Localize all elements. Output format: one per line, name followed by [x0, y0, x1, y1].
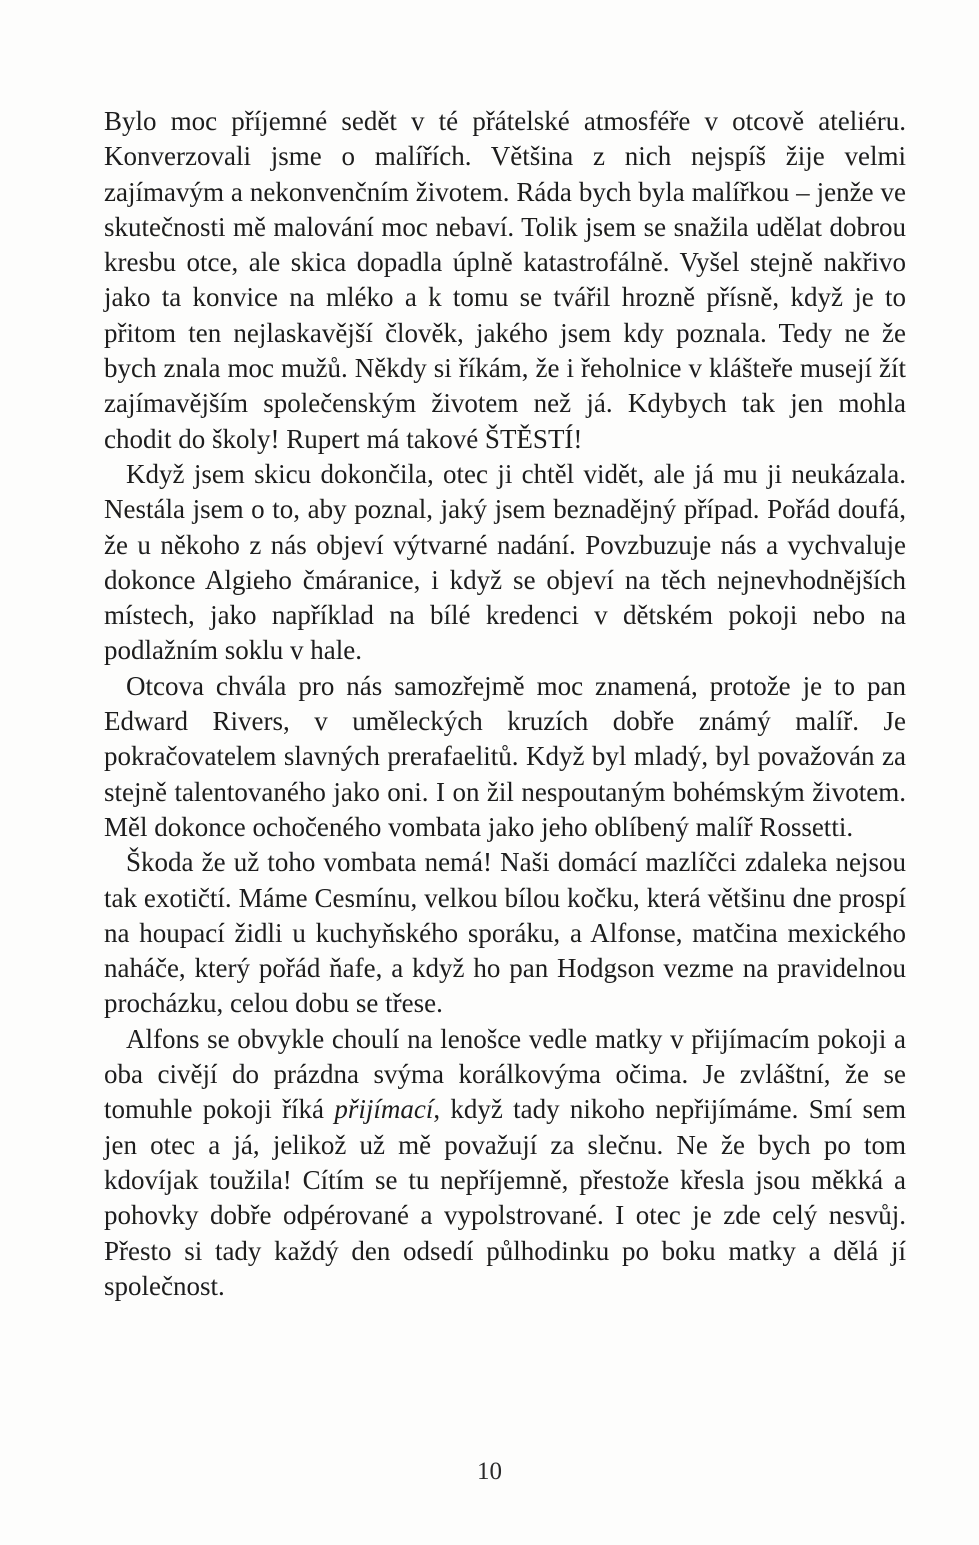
body-text: [104, 104, 906, 1304]
paragraph-5-end: , když tady nikoho nepřijímáme. Smí sem jen otec a já, jelikož už mě považují za slečnu. Ne že bych po tom kdovíjak toužila! Cítím se tu nepříjemně, přestože křesla jsou měkká a pohovky dobře odpérované a vypolstrované. I otec je zde celý nesvůj. Přesto si tady každý den odsedí půlhodinku po boku matky a dělá jí společnost.: [104, 1094, 907, 1301]
paragraph-4: Škoda že už toho vombata nemá! Naši domácí mazlíčci zdaleka nejsou tak exotičtí. Máme Cesmínu, velkou bílou kočku, která většinu dne prospí na houpací židli u kuchyňského sporáku, a Alfonse, matčina mexického naháče, který pořád ňafe, a když ho pan Hodgson vezme na pravidelnou procházku, celou dobu se třese.: [104, 847, 906, 1019]
paragraph-2: Když jsem skicu dokončila, otec ji chtěl vidět, ale já mu ji neukázala. Nestála jsem o to, aby poznal, jaký jsem beznadějný případ. Pořád doufá, že u někoho z nás objeví výtvarné nadání. Povzbuzuje nás a vychvaluje dokonce Algieho čmáranice, i když se objeví na těch nejnevhodnějších místech, jako například na bílé kredenci v dětském pokoji nebo na podlažním soklu v hale.: [104, 458, 906, 666]
page-number: 10: [477, 1458, 502, 1485]
paragraph-3: Otcova chvála pro nás samozřejmě moc znamená, protože je to pan Edward Rivers, v uměleckých kruzích dobře známý malíř. Je pokračovatelem slavných prerafaelitů. Když byl mladý, byl považován za stejně talentovaného jako oni. I on žil nespoutaným bohémským životem. Měl dokonce ochočeného vombata jako jeho oblíbený malíř Rossetti.: [104, 670, 906, 842]
paragraph-1: Bylo moc příjemné sedět v té přátelské atmosféře v otcově ateliéru. Konverzovali jsme o malířích. Většina z nich nejspíš žije velmi zajímavým a nekonvenčním životem. Ráda bych byla malířkou – jenže ve skutečnosti mě malování moc nebaví. Tolik jsem se snažila udělat dobrou kresbu otce, ale skica dopadla úplně katastrofálně. Vyšel stejně nakřivo jako ta konvice na mléko a k tomu se tvářil hrozně přísně, když je to přitom ten nejlaskavější člověk, jakého jsem kdy poznala. Tedy ne že bych znala moc mužů. Někdy si říkám, že i řeholnice v klášteře musejí žít zajímavějším společenským životem než já. Kdybych tak jen mohla chodit do školy! Rupert má takové ŠTĚSTÍ!: [104, 106, 906, 454]
italic-word: přijímací: [334, 1094, 434, 1125]
paragraph-5-start: Alfons se obvykle choulí na lenošce vedle matky v přijímacím pokoji a oba civějí do prázdna svýma korálkovýma očima. Je zvláštní, že se tomuhle pokoji říká: [104, 1023, 906, 1125]
paragraph-5: [104, 1022, 906, 1304]
